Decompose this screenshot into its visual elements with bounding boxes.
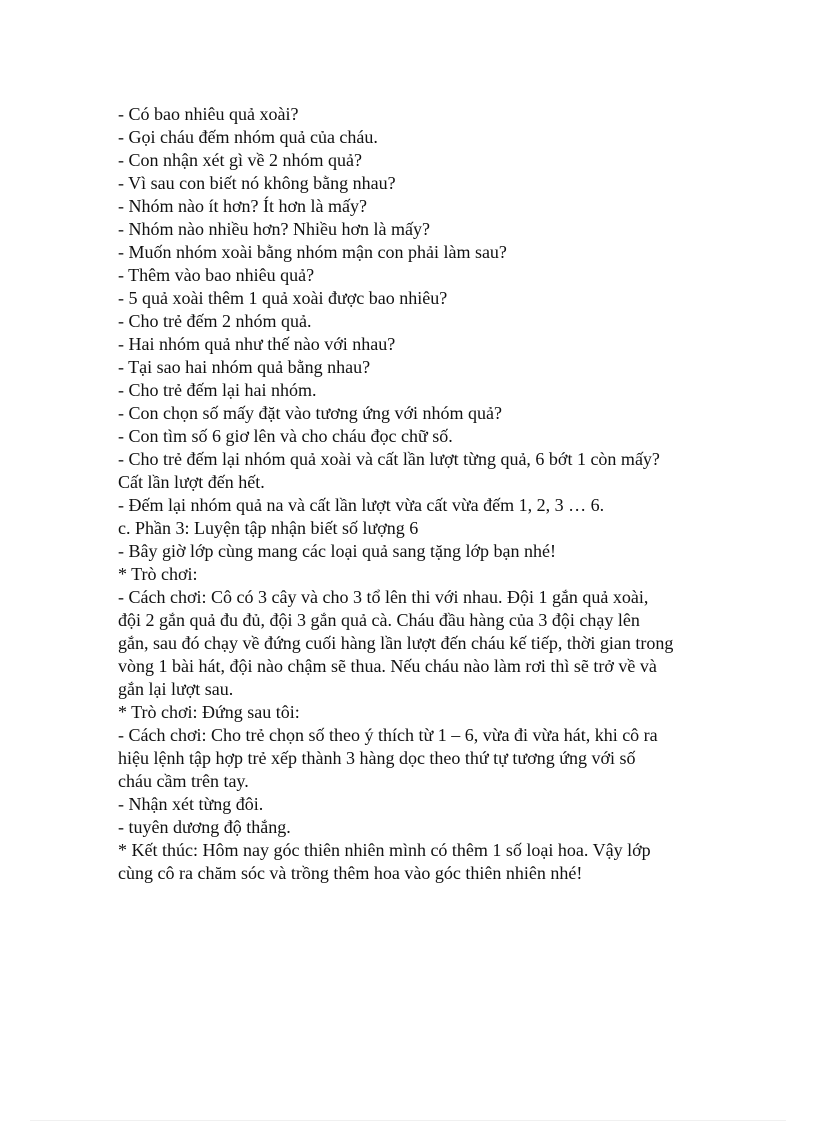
text-line: - Cho trẻ đếm 2 nhóm quả. bbox=[118, 311, 312, 331]
text-line: - Cách chơi: Cho trẻ chọn số theo ý thích từ 1 – 6, vừa đi vừa hát, khi cô ra bbox=[118, 725, 658, 745]
text-line: gắn, sau đó chạy về đứng cuối hàng lần lượt đến cháu kế tiếp, thời gian trong bbox=[118, 633, 674, 653]
text-line: đội 2 gắn quả đu đủ, đội 3 gắn quả cà. Cháu đầu hàng của 3 đội chạy lên bbox=[118, 610, 640, 630]
text-line: - Nhận xét từng đôi. bbox=[118, 794, 264, 814]
text-line: - Tại sao hai nhóm quả bằng nhau? bbox=[118, 357, 371, 377]
text-line: - tuyên dương độ thắng. bbox=[118, 817, 291, 837]
text-line: cùng cô ra chăm sóc và trồng thêm hoa vào góc thiên nhiên nhé! bbox=[118, 863, 583, 883]
text-line: - Con tìm số 6 giơ lên và cho cháu đọc chữ số. bbox=[118, 426, 453, 446]
text-line: - Vì sau con biết nó không bằng nhau? bbox=[118, 173, 396, 193]
text-line: - Con chọn số mấy đặt vào tương ứng với nhóm quả? bbox=[118, 403, 502, 423]
text-line: hiệu lệnh tập hợp trẻ xếp thành 3 hàng dọc theo thứ tự tương ứng với số bbox=[118, 748, 636, 768]
text-line: Cất lần lượt đến hết. bbox=[118, 472, 265, 492]
text-line: cháu cầm trên tay. bbox=[118, 771, 249, 791]
text-line: - Muốn nhóm xoài bằng nhóm mận con phải làm sau? bbox=[118, 242, 507, 262]
text-line: - Cách chơi: Cô có 3 cây và cho 3 tổ lên thi với nhau. Đội 1 gắn quả xoài, bbox=[118, 587, 649, 607]
conclusion-line: * Kết thúc: Hôm nay góc thiên nhiên mình có thêm 1 số loại hoa. Vậy lớp bbox=[118, 840, 651, 860]
text-line: - Cho trẻ đếm lại nhóm quả xoài và cất lần lượt từng quả, 6 bớt 1 còn mấy? bbox=[118, 449, 660, 469]
page-bottom-divider bbox=[30, 1120, 786, 1121]
document-body bbox=[118, 103, 708, 885]
text-line: - Nhóm nào nhiều hơn? Nhiều hơn là mấy? bbox=[118, 219, 430, 239]
text-line: - 5 quả xoài thêm 1 quả xoài được bao nhiêu? bbox=[118, 288, 448, 308]
game-heading: * Trò chơi: bbox=[118, 564, 198, 584]
text-line: - Gọi cháu đếm nhóm quả của cháu. bbox=[118, 127, 378, 147]
text-line: - Có bao nhiêu quả xoài? bbox=[118, 104, 299, 124]
text-line: gắn lại lượt sau. bbox=[118, 679, 234, 699]
text-line: - Nhóm nào ít hơn? Ít hơn là mấy? bbox=[118, 196, 367, 216]
text-line: - Cho trẻ đếm lại hai nhóm. bbox=[118, 380, 317, 400]
section-heading: c. Phần 3: Luyện tập nhận biết số lượng 6 bbox=[118, 518, 419, 538]
text-line: - Con nhận xét gì về 2 nhóm quả? bbox=[118, 150, 362, 170]
text-line: - Thêm vào bao nhiêu quả? bbox=[118, 265, 315, 285]
text-line: - Hai nhóm quả như thế nào với nhau? bbox=[118, 334, 396, 354]
text-line: - Đếm lại nhóm quả na và cất lần lượt vừa cất vừa đếm 1, 2, 3 … 6. bbox=[118, 495, 605, 515]
game-heading: * Trò chơi: Đứng sau tôi: bbox=[118, 702, 300, 722]
text-line: - Bây giờ lớp cùng mang các loại quả sang tặng lớp bạn nhé! bbox=[118, 541, 556, 561]
text-line: vòng 1 bài hát, đội nào chậm sẽ thua. Nếu cháu nào làm rơi thì sẽ trở về và bbox=[118, 656, 657, 676]
